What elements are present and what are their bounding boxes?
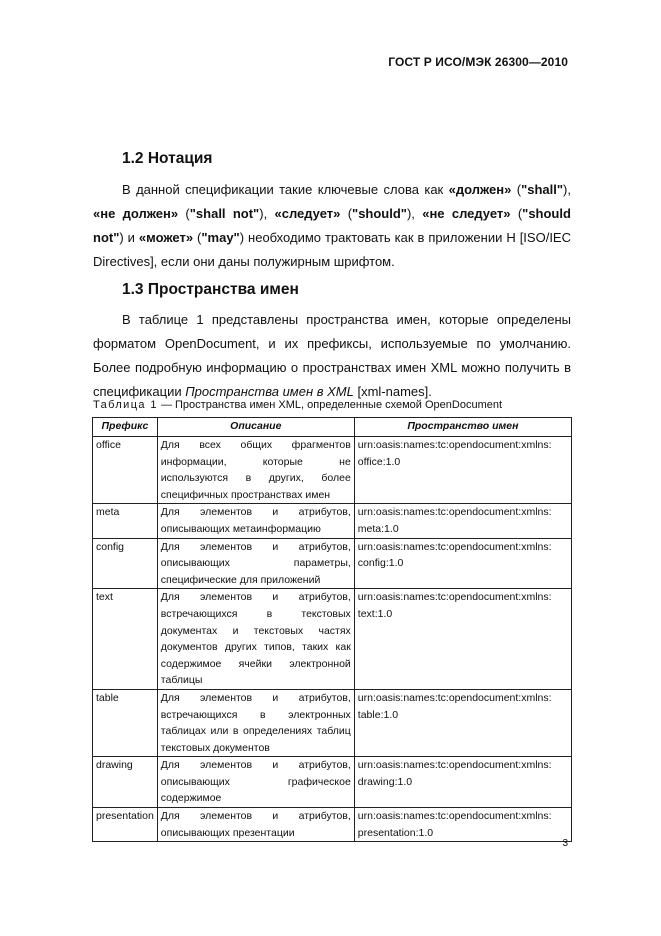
cell-prefix: presentation <box>93 808 158 842</box>
cell-namespace: urn:oasis:names:tc:opendocument:xmlns: office:1.0 <box>354 437 571 504</box>
keyword: "may" <box>201 230 240 245</box>
cell-prefix: meta <box>93 504 158 538</box>
cell-namespace: urn:oasis:names:tc:opendocument:xmlns: meta:1.0 <box>354 504 571 538</box>
cell-description: Для всех общих фрагментов информации, которые не используются в других, более специфичных пространствах имен <box>157 437 354 504</box>
cell-prefix: table <box>93 689 158 756</box>
cell-description: Для элементов и атрибутов, описывающих параметры, специфические для приложений <box>157 538 354 589</box>
document-header-id: ГОСТ Р ИСО/МЭК 26300—2010 <box>388 55 568 69</box>
table-caption: Таблица 1 — Пространства имен XML, определенные схемой OpenDocument <box>93 399 503 411</box>
italic-reference: Пространства имен в XML <box>185 384 354 399</box>
page-number: 3 <box>562 838 568 849</box>
keyword: "shall" <box>521 182 564 197</box>
cell-namespace: urn:oasis:names:tc:opendocument:xmlns: text:1.0 <box>354 589 571 690</box>
keyword: «не должен» <box>93 206 179 221</box>
table-row <box>93 437 572 504</box>
cell-prefix: config <box>93 538 158 589</box>
table-row <box>93 808 572 842</box>
section-heading-notation: 1.2 Нотация <box>122 150 213 167</box>
cell-description: Для элементов и атрибутов, описывающих метаинформацию <box>157 504 354 538</box>
table-row <box>93 504 572 538</box>
cell-namespace: urn:oasis:names:tc:opendocument:xmlns: presentation:1.0 <box>354 808 571 842</box>
cell-namespace: urn:oasis:names:tc:opendocument:xmlns: config:1.0 <box>354 538 571 589</box>
cell-description: Для элементов и атрибутов, встречающихся в текстовых документах и текстовых частях документов других типов, таких как содержимое ячейки электронной таблицы <box>157 589 354 690</box>
keyword: "should" <box>352 206 407 221</box>
keyword: «не следует» <box>422 206 511 221</box>
cell-prefix: drawing <box>93 757 158 808</box>
keyword: «должен» <box>448 182 512 197</box>
table-header-row <box>93 418 572 437</box>
section-heading-namespaces: 1.3 Пространства имен <box>122 281 299 298</box>
notation-paragraph: В данной спецификации такие ключевые слова как «должен» ("shall"), «не должен» ("shall not"), «следует» ("should"), «не следует» ("should not") и «может» ("may") необходимо трактовать как в приложении H [ISO/IEC Directives], если они даны полужирным шрифтом. <box>93 182 571 269</box>
namespaces-table <box>92 417 572 842</box>
cell-prefix: text <box>93 589 158 690</box>
table-row <box>93 589 572 690</box>
keyword: «следует» <box>274 206 341 221</box>
column-header-description: Описание <box>157 418 354 437</box>
cell-prefix: office <box>93 437 158 504</box>
cell-namespace: urn:oasis:names:tc:opendocument:xmlns: drawing:1.0 <box>354 757 571 808</box>
table-row <box>93 689 572 756</box>
namespaces-paragraph: В таблице 1 представлены пространства имен, которые определены форматом OpenDocument, и их префиксы, используемые по умолчанию. Более подробную информацию о пространствах имен XML можно получить в спецификации Пространства имен в XML [xml-names]. <box>93 312 571 399</box>
cell-description: Для элементов и атрибутов, описывающих презентации <box>157 808 354 842</box>
column-header-prefix: Префикс <box>93 418 158 437</box>
column-header-namespace: Пространство имен <box>354 418 571 437</box>
keyword: "should not" <box>93 206 571 245</box>
keyword: "shall not" <box>189 206 260 221</box>
table-row <box>93 757 572 808</box>
table-row <box>93 538 572 589</box>
cell-description: Для элементов и атрибутов, описывающих графическое содержимое <box>157 757 354 808</box>
cell-namespace: urn:oasis:names:tc:opendocument:xmlns: table:1.0 <box>354 689 571 756</box>
keyword: «может» <box>138 230 194 245</box>
cell-description: Для элементов и атрибутов, встречающихся в электронных таблицах или в определениях таблиц текстовых документов <box>157 689 354 756</box>
